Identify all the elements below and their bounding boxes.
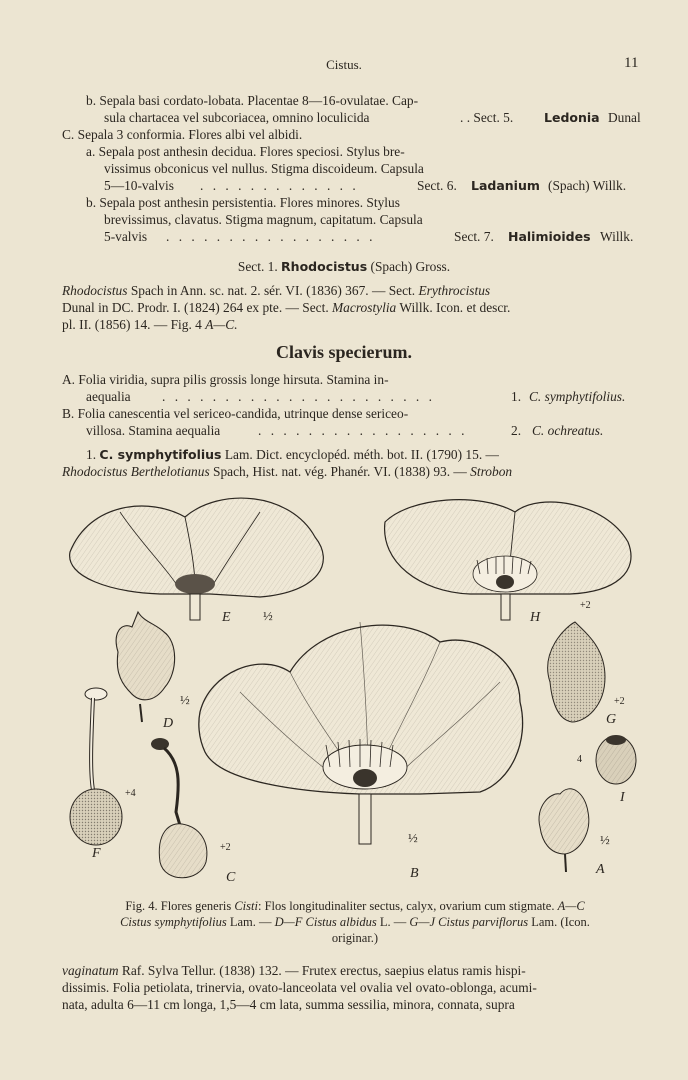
- figure-label-f: F: [92, 846, 101, 861]
- magnification-h: +2: [580, 600, 591, 611]
- text-run: . . Sect. 5.: [460, 110, 514, 125]
- text-run: 1.: [511, 389, 522, 404]
- text-run: aequalia: [86, 389, 131, 404]
- text-run: 5-valvis: [104, 229, 148, 244]
- author: Dunal: [608, 110, 641, 125]
- text-run: Lam. —: [229, 915, 272, 929]
- calyx-g: [548, 622, 605, 722]
- body-line2: dissimis. Folia petiolata, trinervia, ovato-lanceolata vel ovalia vel ovato-oblonga, acumi-: [62, 980, 537, 995]
- figure-label-c: C: [226, 870, 236, 885]
- text-run: vaginatum: [62, 963, 119, 978]
- text-run: Macrostylia: [332, 300, 397, 315]
- synonymy-line3: [62, 316, 238, 333]
- text-run: pl. II. (1856) 14. — Fig. 4: [62, 317, 202, 332]
- text-run: 5—10-valvis: [104, 178, 174, 193]
- magnification-a: ½: [600, 832, 610, 847]
- botanical-figure: [60, 482, 650, 887]
- key-cb-line1: b. Sepala post anthesin persistentia. Flores minores. Stylus: [86, 195, 400, 210]
- text-run: : Flos longitudinaliter sectus, calyx, ovarium cum stigmate.: [257, 899, 555, 913]
- figure-label-d: D: [163, 716, 174, 731]
- magnification-f: +4: [125, 788, 136, 799]
- text-run: Erythrocistus: [418, 283, 491, 298]
- text-run: Spach, Hist. nat. vég. Phanér. VI. (1838) 93. —: [213, 464, 467, 479]
- author: Willk.: [600, 229, 634, 244]
- text-run: D—F Cistus albidus: [274, 915, 377, 929]
- caption-line1: [60, 898, 650, 914]
- text-run: villosa. Stamina aequalia: [86, 423, 221, 438]
- caption-line2: [60, 914, 650, 930]
- clavis-b-line1: B. Folia canescentia vel sericeo-candida, utrinque dense sericeo-: [62, 406, 409, 421]
- key-b-line1: b. Sepala basi cordato-lobata. Placentae 8—16-ovulatae. Cap-: [86, 93, 419, 108]
- magnification-c: +2: [220, 842, 231, 853]
- text-run: Rhodocistus Berthelotianus: [62, 464, 210, 479]
- leader-dots: . . . . . . . . . . . . . . . . .: [166, 229, 376, 244]
- body-line3: nata, adulta 6—11 cm longa, 1,5—4 cm lata, summa sessilia, minora, connata, supra: [62, 997, 515, 1012]
- caption-line3: originar.): [331, 931, 379, 945]
- leader-dots: . . . . . . . . . . . . . . . . . . . . . .: [162, 389, 435, 404]
- text-run: Willk. Icon. et descr.: [399, 300, 511, 315]
- calyx-a: [539, 789, 589, 872]
- text-run: L. —: [379, 915, 407, 929]
- text-run: Cistus symphytifolius: [120, 915, 227, 929]
- capsule-i: [596, 735, 636, 784]
- flower-section-b: [199, 622, 523, 844]
- key-ca-line2: vissimus obconicus vel nullus. Stigma discoideum. Capsula: [104, 161, 424, 176]
- figure-caption: [60, 898, 650, 946]
- synonymy-line1: [62, 282, 490, 299]
- text-run: Lam. Dict. encyclopéd. méth. bot. II. (1790) 15. —: [224, 447, 499, 462]
- leader-dots: . . . . . . . . . . . . .: [200, 178, 359, 193]
- species-name: C. ochreatus.: [532, 423, 604, 438]
- calyx-d: [116, 612, 174, 722]
- flower-section-h: [385, 500, 631, 620]
- running-title: Cistus.: [326, 57, 362, 72]
- section-name: Halimioides: [508, 229, 591, 244]
- page-number: 11: [624, 55, 639, 71]
- magnification-d: ½: [180, 692, 190, 707]
- text-run: Fig. 4. Flores generis: [125, 899, 232, 913]
- text-run: sula chartacea vel subcoriacea, omnino loculicida: [104, 110, 370, 125]
- clavis-a-line2: [86, 388, 626, 405]
- key-cb-line2: brevissimus, clavatus. Stigma magnum, capitatum. Capsula: [104, 212, 423, 227]
- key-cb-line3: [104, 228, 634, 245]
- text-run: Lam. (Icon.: [531, 915, 590, 929]
- figure-label-i: I: [620, 790, 625, 805]
- key-ca-line3: [104, 177, 627, 194]
- author: (Spach) Willk.: [548, 178, 627, 193]
- text-run: Sect. 1.: [237, 259, 278, 274]
- text-run: Spach in Ann. sc. nat. 2. sér. VI. (1836) 367. — Sect.: [130, 283, 416, 298]
- text-run: 2.: [511, 423, 522, 438]
- text-run: 1.: [86, 447, 97, 462]
- species-line1: [86, 446, 499, 463]
- text-run: Dunal in DC. Prodr. I. (1824) 264 ex pte. — Sect.: [62, 300, 329, 315]
- flower-illustration: [60, 482, 650, 887]
- text-run: (Spach) Gross.: [370, 259, 451, 274]
- section-name: Ladanium: [471, 178, 540, 193]
- figure-label-b: B: [410, 866, 419, 881]
- clavis-b-line2: [86, 422, 604, 439]
- clavis-a-line1: A. Folia viridia, supra pilis grossis longe hirsuta. Stamina in-: [62, 372, 389, 387]
- species-line2: [62, 463, 512, 480]
- figure-label-e: E: [222, 610, 231, 625]
- species-name: C. symphytifolius.: [529, 389, 626, 404]
- magnification-b: ½: [408, 830, 418, 845]
- text-run: A—C: [557, 899, 585, 913]
- key-ca-line1: a. Sepala post anthesin decidua. Flores speciosi. Stylus bre-: [86, 144, 405, 159]
- magnification-e: ½: [263, 608, 273, 623]
- section-heading: [0, 258, 688, 275]
- clavis-title: Clavis specierum.: [276, 342, 412, 362]
- text-run: A—C.: [205, 317, 238, 332]
- text-run: Rhodocistus: [62, 283, 128, 298]
- key-b-line2: [104, 109, 641, 126]
- text-run: G—J Cistus parviflorus: [409, 915, 529, 929]
- magnification-i: 4: [577, 754, 582, 765]
- text-run: Cisti: [234, 899, 258, 913]
- leader-dots: . . . . . . . . . . . . . . . . .: [258, 423, 468, 438]
- figure-label-g: G: [606, 712, 617, 727]
- text-run: Strobon: [470, 464, 513, 479]
- section-name: Rhodocistus: [281, 259, 368, 274]
- text-run: Sect. 7.: [454, 229, 494, 244]
- magnification-g: +2: [614, 696, 625, 707]
- figure-label-a: A: [596, 862, 605, 877]
- figure-label-h: H: [530, 610, 541, 625]
- section-name: Ledonia: [544, 110, 600, 125]
- text-run: Raf. Sylva Tellur. (1838) 132. — Frutex erectus, saepius elatus ramis hispi-: [121, 963, 526, 978]
- key-c-line: C. Sepala 3 conformia. Flores albi vel albidi.: [62, 127, 303, 142]
- pistil-f: [70, 688, 122, 845]
- flower-section-e: [70, 498, 324, 620]
- synonymy-line2: [62, 299, 510, 316]
- species-name: C. symphytifolius: [99, 447, 222, 462]
- pistil-c: [151, 738, 207, 878]
- body-line1: [62, 962, 526, 979]
- text-run: Sect. 6.: [417, 178, 457, 193]
